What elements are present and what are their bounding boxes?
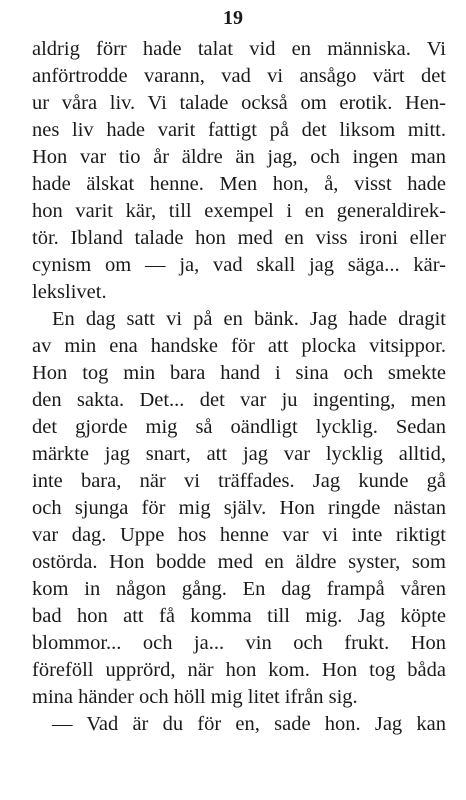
text-line: cynism om — ja, vad skall jag säga... kär- [32,254,446,276]
body-text [32,36,446,738]
text-line: ur våra liv. Vi talade också om erotik. Hen- [32,92,446,114]
text-line: föreföll upprörd, när hon kom. Hon tog båda [32,659,446,681]
text-line: det gjorde mig så oändligt lycklig. Sedan [32,416,446,438]
paragraph-end-line: lekslivet. [32,281,107,303]
text-line: hon varit kär, till exempel i en generaldirek- [32,200,446,222]
text-line: tör. Ibland talade hon med en viss ironi eller [32,227,446,249]
text-line: märkte jag snart, att jag var lycklig alltid, [32,443,446,465]
text-line: den sakta. Det... det var ju ingenting, men [32,389,446,411]
text-line: bad hon att få komma till mig. Jag köpte [32,605,446,627]
text-line: av min ena handske för att plocka vitsippor. [32,335,446,357]
text-line: och sjunga för mig själv. Hon ringde nästan [32,497,446,519]
page-number: 19 [223,7,243,29]
paragraph-start-line: — Vad är du för en, sade hon. Jag kan [52,713,446,735]
text-line: nes liv hade varit fattigt på det liksom mitt. [32,119,446,141]
paragraph-end-line: mina händer och höll mig litet ifrån sig. [32,686,358,708]
text-line: aldrig förr hade talat vid en människa. Vi [32,38,446,60]
text-line: anförtrodde varann, vad vi ansågo värt det [32,65,446,87]
text-line: Hon tog min bara hand i sina och smekte [32,362,446,384]
text-line: ostörda. Hon bodde med en äldre syster, som [32,551,446,573]
text-line: blommor... och ja... vin och frukt. Hon [32,632,446,654]
text-line: Hon var tio år äldre än jag, och ingen man [32,146,446,168]
text-line: var dag. Uppe hos henne var vi inte riktigt [32,524,446,546]
paragraph-start-line: En dag satt vi på en bänk. Jag hade dragit [52,308,446,330]
text-line: kom in någon gång. En dag frampå våren [32,578,446,600]
text-line: inte bara, när vi träffades. Jag kunde gå [32,470,446,492]
text-line: hade älskat henne. Men hon, å, visst hade [32,173,446,195]
